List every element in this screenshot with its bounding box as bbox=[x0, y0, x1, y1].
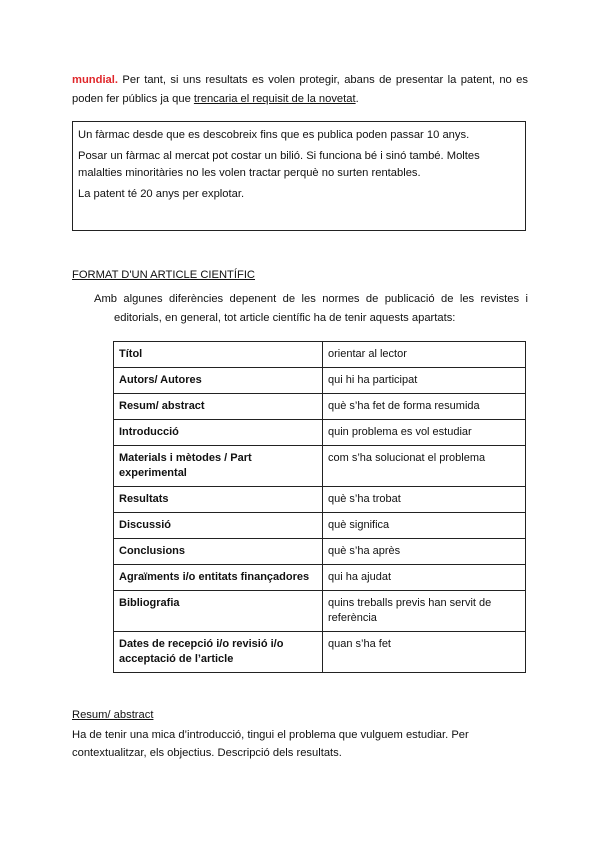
section-name: Resum/ abstract bbox=[114, 394, 323, 420]
section-name: Introducció bbox=[114, 420, 323, 446]
table-row bbox=[114, 539, 526, 565]
table-row bbox=[114, 368, 526, 394]
section-purpose: què s’ha après bbox=[323, 539, 526, 565]
section-name: Agraïments i/o entitats finançadores bbox=[114, 565, 323, 591]
note-paragraph-3: La patent té 20 anys per explotar. bbox=[78, 188, 245, 200]
intro-paragraph bbox=[72, 71, 528, 109]
section-purpose: qui hi ha participat bbox=[323, 368, 526, 394]
table-row bbox=[114, 487, 526, 513]
section-purpose: orientar al lector bbox=[323, 342, 526, 368]
section-name: Conclusions bbox=[114, 539, 323, 565]
section-name: Materials i mètodes / Part experimental bbox=[114, 446, 323, 487]
table-row bbox=[114, 513, 526, 539]
intro-period: . bbox=[355, 93, 359, 105]
section-purpose: com s’ha solucionat el problema bbox=[323, 446, 526, 487]
note-paragraph-2: Posar un fàrmac al mercat pot costar un bilió. Si funciona bé i sinó també. Moltes malalties minoritàries no les volen tractar perquè no surten rentables. bbox=[78, 150, 480, 179]
novelty-requirement-underlined: trencaria el requisit de la novetat bbox=[193, 93, 356, 105]
section-name: Autors/ Autores bbox=[114, 368, 323, 394]
table-row bbox=[114, 565, 526, 591]
intro-text: Per tant, si uns resultats es volen protegir, abans de presentar la patent, no es poden fer públics ja que bbox=[72, 74, 528, 105]
table-row bbox=[114, 632, 526, 673]
table-row bbox=[114, 420, 526, 446]
section-purpose: quin problema es vol estudiar bbox=[323, 420, 526, 446]
section-name: Dates de recepció i/o revisió i/o acceptació de l’article bbox=[114, 632, 323, 673]
table-row bbox=[114, 446, 526, 487]
section-purpose: qui ha ajudat bbox=[323, 565, 526, 591]
abstract-description: Ha de tenir una mica d’introducció, tingui el problema que vulguem estudiar. Per contextualitzar, els objectius. Descripció dels resultats. bbox=[72, 729, 469, 759]
section-purpose: què s’ha fet de forma resumida bbox=[323, 394, 526, 420]
section-purpose: quan s’ha fet bbox=[323, 632, 526, 673]
section-name: Títol bbox=[114, 342, 323, 368]
section-name: Discussió bbox=[114, 513, 323, 539]
section-name: Resultats bbox=[114, 487, 323, 513]
note-paragraph-1: Un fàrmac desde que es descobreix fins que es publica poden passar 10 anys. bbox=[78, 129, 470, 141]
article-sections-table bbox=[113, 341, 526, 673]
table-row bbox=[114, 591, 526, 632]
highlight-word: mundial. bbox=[72, 74, 118, 86]
section-name: Bibliografia bbox=[114, 591, 323, 632]
section-heading: FORMAT D'UN ARTICLE CIENTÍFIC bbox=[72, 269, 256, 281]
note-box bbox=[72, 121, 526, 231]
abstract-heading: Resum/ abstract bbox=[72, 709, 154, 721]
table-row bbox=[114, 342, 526, 368]
section-purpose: què significa bbox=[323, 513, 526, 539]
table-row bbox=[114, 394, 526, 420]
section-description: Amb algunes diferències depenent de les normes de publicació de les revistes i editorials, en general, tot article científic ha de tenir aquests apartats: bbox=[94, 293, 528, 324]
section-purpose: quins treballs previs han servit de referència bbox=[323, 591, 526, 632]
section-purpose: què s’ha trobat bbox=[323, 487, 526, 513]
